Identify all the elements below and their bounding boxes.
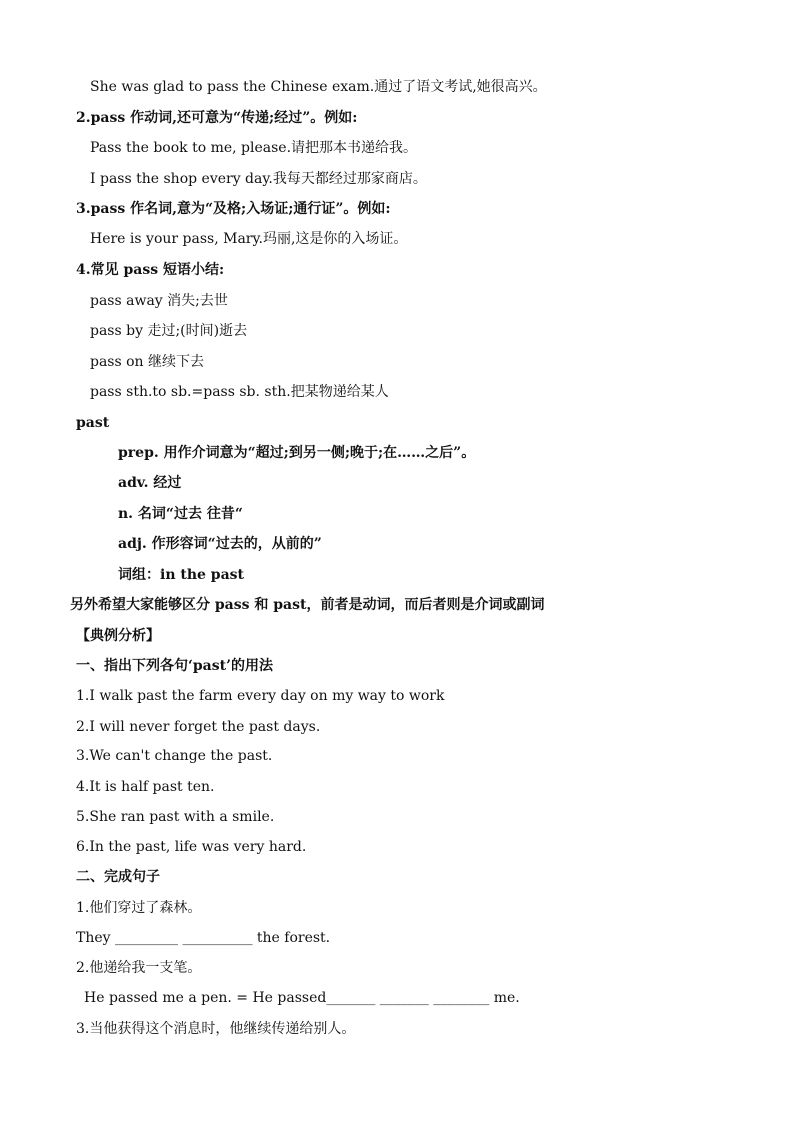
section-heading: 2.pass 作动词,还可意为“传递;经过”。例如: <box>76 110 358 126</box>
note-line: 另外希望大家能够区分 pass 和 past，前者是动词，而后者则是介词或副词 <box>70 597 545 613</box>
exercise-prompt: 3.当他获得这个消息时，他继续传递给别人。 <box>76 1021 356 1037</box>
exercise-heading: 一、指出下列各句‘past’的用法 <box>76 658 273 674</box>
definition-item: prep. 用作介词意为“超过;到另一侧;晚于;在……之后”。 <box>118 445 476 461</box>
section-heading: 3.pass 作名词,意为“及格;入场证;通行证”。例如: <box>76 201 391 217</box>
exercise-item: 3.We can't change the past. <box>76 748 273 764</box>
exercise-item: 1.I walk past the farm every day on my way to work <box>76 688 445 704</box>
phrase-item: pass sth.to sb.=pass sb. sth.把某物递给某人 <box>90 384 389 400</box>
definition-item: 词组：in the past <box>118 567 245 583</box>
word-heading: past <box>76 415 110 431</box>
phrase-item: pass on 继续下去 <box>90 354 205 370</box>
fill-in-sentence: He passed me a pen. = He passed_______ _______ ________ me. <box>84 990 520 1006</box>
phrase-item: pass away 消失;去世 <box>90 293 228 309</box>
exercise-item: 6.In the past, life was very hard. <box>76 839 307 855</box>
exercise-prompt: 1.他们穿过了森林。 <box>76 900 202 916</box>
text-line: She was glad to pass the Chinese exam.通过了语文考试,她很高兴。 <box>90 79 547 95</box>
phrase-item: pass by 走过;(时间)逝去 <box>90 323 248 339</box>
definition-item: adj. 作形容词“过去的，从前的” <box>118 536 322 552</box>
example-sentence: Pass the book to me, please.请把那本书递给我。 <box>90 140 418 156</box>
exercise-item: 4.It is half past ten. <box>76 779 215 795</box>
exercise-heading: 二、完成句子 <box>76 869 160 885</box>
fill-in-sentence: They _________ __________ the forest. <box>76 930 331 946</box>
definition-item: adv. 经过 <box>118 475 182 491</box>
example-sentence: Here is your pass, Mary.玛丽,这是你的入场证。 <box>90 231 408 247</box>
exercise-item: 2.I will never forget the past days. <box>76 719 321 735</box>
exercise-item: 5.She ran past with a smile. <box>76 809 275 825</box>
definition-item: n. 名词“过去 往昔“ <box>118 506 243 522</box>
example-sentence: I pass the shop every day.我每天都经过那家商店。 <box>90 171 427 187</box>
section-title: 【典例分析】 <box>76 628 160 644</box>
section-heading: 4.常见 pass 短语小结: <box>76 262 225 278</box>
exercise-prompt: 2.他递给我一支笔。 <box>76 960 202 976</box>
